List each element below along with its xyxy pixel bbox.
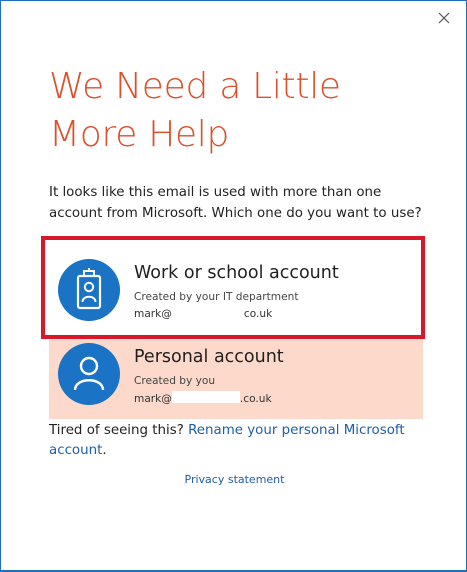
- redacted-email-part: [172, 391, 240, 403]
- work-email-prefix: mark@: [134, 308, 172, 320]
- personal-account-title: Personal account: [134, 347, 284, 367]
- footer-prefix: Tired of seeing this?: [49, 423, 189, 438]
- rename-account-link[interactable]: Rename your personal Microsoft account: [49, 423, 405, 458]
- work-account-subtitle: Created by your IT department: [134, 291, 299, 303]
- personal-email-suffix: .co.uk: [239, 393, 272, 405]
- redacted-email-part: [172, 306, 244, 318]
- footer-text: [49, 421, 424, 461]
- privacy-statement-link[interactable]: Privacy statement: [184, 473, 285, 486]
- work-account-avatar: [58, 259, 120, 321]
- work-or-school-account-option[interactable]: [49, 241, 423, 325]
- person-icon: [58, 343, 120, 405]
- work-account-email: [134, 306, 272, 320]
- personal-account-subtitle: Created by you: [134, 375, 216, 387]
- personal-account-email: [134, 391, 272, 405]
- work-account-title: Work or school account: [134, 263, 339, 283]
- work-email-suffix: co.uk: [243, 308, 273, 320]
- personal-email-prefix: mark@: [134, 393, 172, 405]
- intro-text: It looks like this email is used with more than one account from Microsoft. Which one do you want to use?: [49, 185, 422, 221]
- personal-account-option[interactable]: [49, 335, 423, 419]
- id-badge-icon: [58, 259, 120, 321]
- close-icon: [433, 7, 455, 29]
- close-button[interactable]: [433, 7, 455, 29]
- footer-suffix: .: [102, 443, 107, 458]
- title-line-2: More Help: [49, 114, 230, 155]
- page-title: [49, 63, 429, 159]
- title-line-1: We Need a Little: [49, 66, 341, 107]
- personal-account-avatar: [58, 343, 120, 405]
